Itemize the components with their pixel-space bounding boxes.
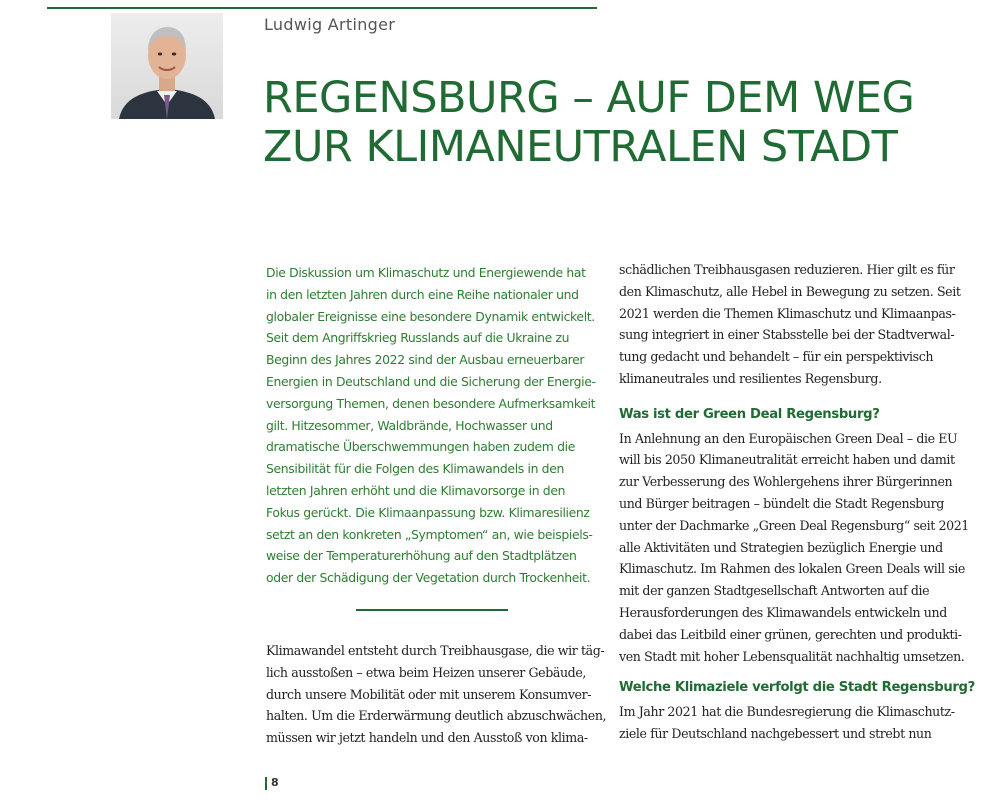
author-photo [111,13,223,119]
text-line: und Bürger beitragen – bündelt die Stadt Regensburg [619,495,944,511]
text-line: letzten Jahren erhöht und die Klimavorsorge in den [266,482,566,498]
text-line: Klimawandel entsteht durch Treibhausgase, die wir täg- [266,643,605,658]
body-paragraph [619,259,961,390]
text-line: in den letzten Jahren durch eine Reihe nationaler und [266,286,579,302]
text-line: ven Stadt mit hoher Lebensqualität nachhaltig umsetzen. [619,648,965,664]
text-line: Seit dem Angriffskrieg Russlands auf die Ukraine zu [266,330,570,346]
text-line: müssen wir jetzt handeln und den Ausstoß von klima- [266,730,588,746]
text-line: den Klimaschutz, alle Hebel in Bewegung zu setzen. Seit [619,283,961,299]
text-line: sung integriert in einer Stabsstelle bei der Stadtverwal- [619,327,955,343]
top-rule [47,7,597,9]
text-line: klimaneutrales und resilientes Regensburg. [619,370,882,386]
body-paragraph-left [266,640,607,749]
page-number [265,776,279,790]
text-line: zur Verbesserung des Wohlergehens ihrer Bürgerinnen [619,474,953,490]
text-line: schädlichen Treibhausgasen reduzieren. Hier gilt es für [619,262,955,277]
text-line: gilt. Hitzesommer, Waldbrände, Hochwasser und [266,417,553,433]
title-line: REGENSBURG – AUF DEM WEG [263,73,915,123]
text-line: ziele für Deutschland nachgebessert und strebt nun [619,725,932,741]
text-line: lich ausstoßen – etwa beim Heizen unserer Gebäude, [266,664,586,680]
text-line: dramatische Überschwemmungen haben zudem die [266,439,575,455]
text-line: alle Aktivitäten und Strategien bezüglich Energie und [619,539,943,555]
text-line: Im Jahr 2021 hat die Bundesregierung die Klimaschutz- [619,704,955,720]
body-paragraph [619,428,969,668]
text-line: Klimaschutz. Im Rahmen des lokalen Green Deals will sie [619,561,965,577]
section-heading: Welche Klimaziele verfolgt die Stadt Regensburg? [619,680,975,696]
text-line: oder der Schädigung der Vegetation durch Trockenheit. [266,570,591,586]
text-line: globaler Ereignisse eine besondere Dynamik entwickelt. [266,308,595,324]
text-line: Sensibilität für die Folgen des Klimawandels in den [266,461,564,477]
title-line: ZUR KLIMANEUTRALEN STADT [263,122,898,172]
section-heading: Was ist der Green Deal Regensburg? [619,406,880,422]
lead-paragraph [266,262,601,589]
text-line: 2021 werden die Themen Klimaschutz und Klimaanpas- [619,305,956,321]
section-divider [356,609,508,611]
page-number-marker [265,777,267,790]
text-line: mit der ganzen Stadtgesellschaft Antworten auf die [619,583,930,599]
right-column [619,259,975,745]
text-line: halten. Um die Erderwärmung deutlich abzuschwächen, [266,708,607,724]
text-line: versorgung Themen, denen besondere Aufmerksamkeit [266,395,596,411]
text-line: weise der Temperaturerhöhung auf den Stadtplätzen [266,548,577,564]
article-title [263,74,914,172]
page-number-value: 8 [271,776,279,789]
text-line: setzt an den konkreten „Symptomen“ an, wie beispiels- [266,526,593,542]
text-line: Energien in Deutschland und die Sicherung der Energie- [266,373,596,389]
body-paragraph [619,701,955,745]
text-line: unter der Dachmarke „Green Deal Regensburg“ seit 2021 [619,517,969,533]
text-line: Herausforderungen des Klimawandels entwickeln und [619,604,947,620]
text-line: durch unsere Mobilität oder mit unserem Konsumver- [266,686,592,702]
text-line: Die Diskussion um Klimaschutz und Energiewende hat [266,265,586,280]
text-line: In Anlehnung an den Europäischen Green Deal – die EU [619,430,958,446]
text-line: Fokus gerückt. Die Klimaanpassung bzw. Klimaresilienz [266,504,590,520]
text-line: dabei das Leitbild einer grünen, gerechten und produkti- [619,626,962,642]
author-name: Ludwig Artinger [264,15,396,34]
text-line: will bis 2050 Klimaneutralität erreicht haben und damit [619,452,955,468]
text-line: tung gedacht und behandelt – für ein perspektivisch [619,349,934,365]
text-line: Beginn des Jahres 2022 sind der Ausbau erneuerbarer [266,352,585,368]
